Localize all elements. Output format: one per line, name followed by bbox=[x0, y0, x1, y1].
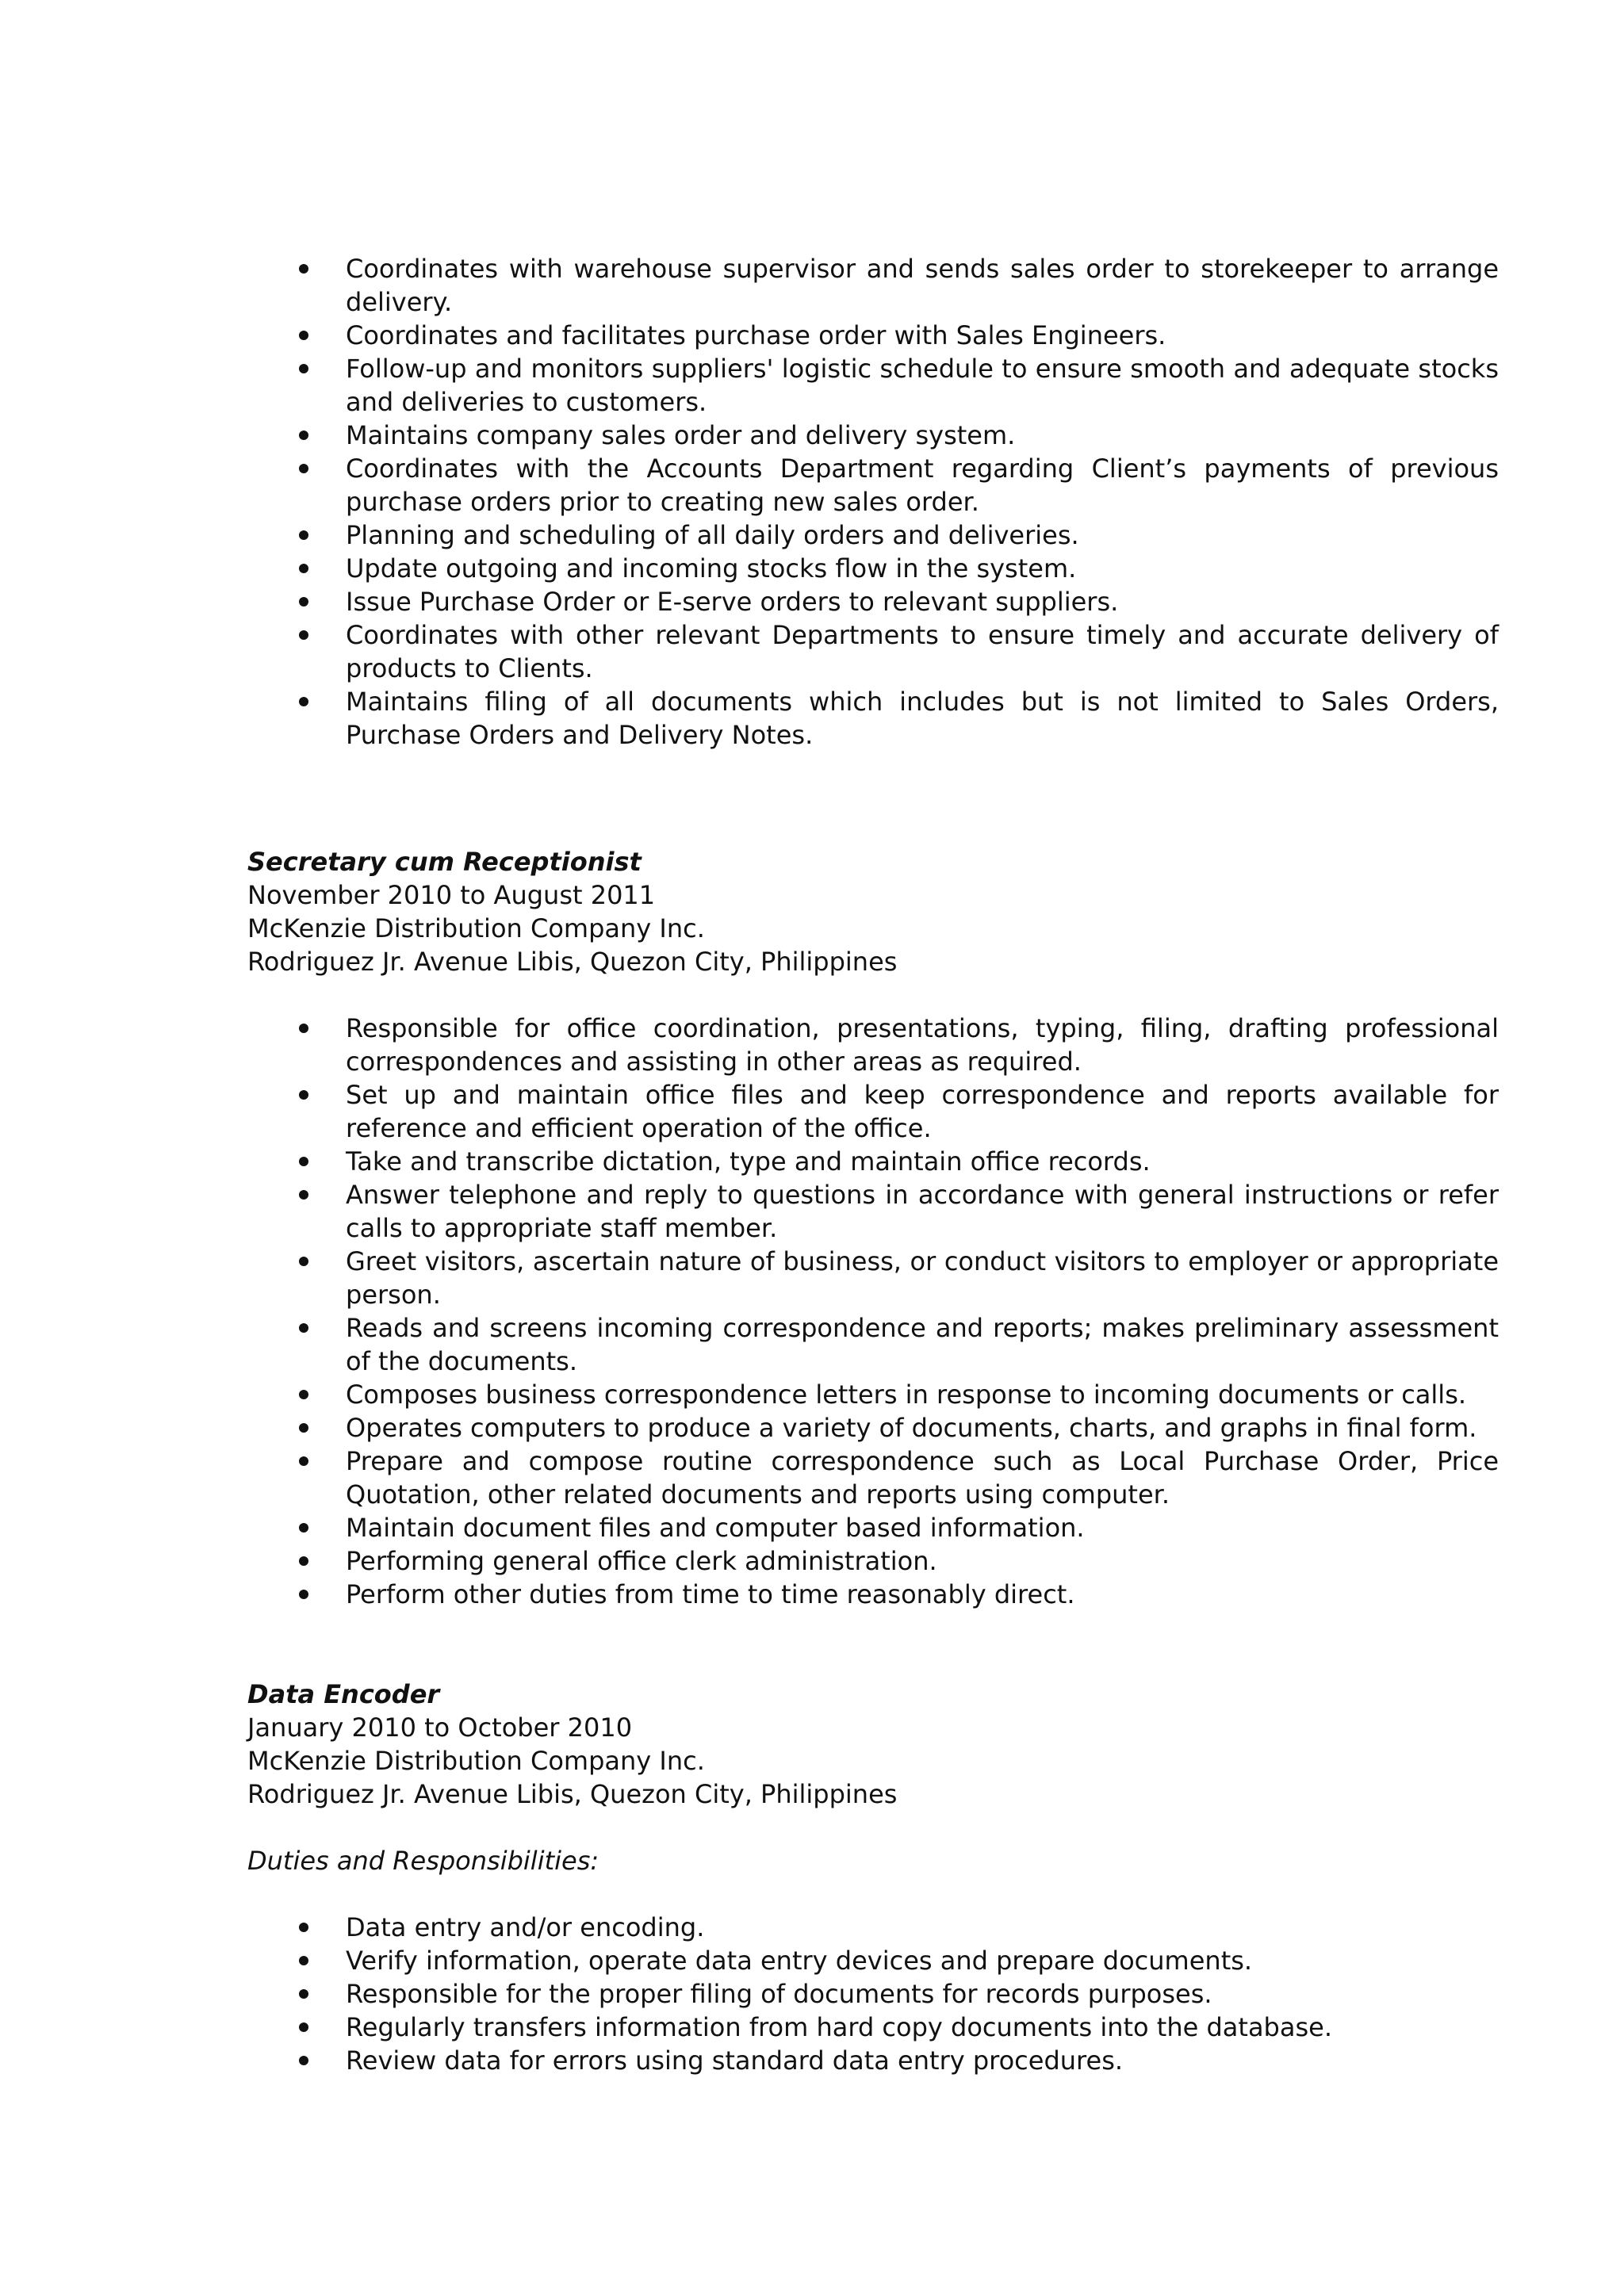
list-item: Regularly transfers information from hard copy documents into the database. bbox=[247, 2011, 1499, 2044]
resume-content bbox=[247, 252, 1499, 2077]
secretary-duties-list bbox=[247, 1012, 1499, 1611]
list-item: Issue Purchase Order or E-serve orders to relevant suppliers. bbox=[247, 585, 1499, 618]
job-address: Rodriguez Jr. Avenue Libis, Quezon City, Philippines bbox=[247, 947, 898, 977]
list-item: Set up and maintain office files and keep correspondence and reports available for reference and efficient operation of the office. bbox=[247, 1078, 1499, 1145]
spacer bbox=[247, 1611, 1499, 1678]
list-item: Data entry and/or encoding. bbox=[247, 1911, 1499, 1944]
list-item: Coordinates with other relevant Departments to ensure timely and accurate delivery of products to Clients. bbox=[247, 618, 1499, 685]
list-item: Responsible for office coordination, presentations, typing, filing, drafting professional correspondences and assisting in other areas as required. bbox=[247, 1012, 1499, 1078]
list-item: Planning and scheduling of all daily orders and deliveries. bbox=[247, 519, 1499, 552]
list-item: Update outgoing and incoming stocks flow in the system. bbox=[247, 552, 1499, 585]
list-item: Verify information, operate data entry devices and prepare documents. bbox=[247, 1944, 1499, 1977]
list-item: Review data for errors using standard data entry procedures. bbox=[247, 2044, 1499, 2077]
list-item: Maintain document files and computer based information. bbox=[247, 1511, 1499, 1544]
spacer bbox=[247, 1811, 1499, 1844]
previous-job-duties-list bbox=[247, 252, 1499, 752]
job-company: McKenzie Distribution Company Inc. bbox=[247, 1746, 705, 1776]
list-item: Coordinates with warehouse supervisor and sends sales order to storekeeper to arrange delivery. bbox=[247, 252, 1499, 319]
list-item: Take and transcribe dictation, type and maintain office records. bbox=[247, 1145, 1499, 1178]
job-encoder-header bbox=[247, 1678, 1499, 1811]
list-item: Responsible for the proper filing of documents for records purposes. bbox=[247, 1977, 1499, 2011]
encoder-duties-list bbox=[247, 1911, 1499, 2077]
list-item: Greet visitors, ascertain nature of business, or conduct visitors to employer or appropriate person. bbox=[247, 1245, 1499, 1311]
job-title: Data Encoder bbox=[247, 1679, 440, 1709]
list-item: Coordinates and facilitates purchase order with Sales Engineers. bbox=[247, 319, 1499, 352]
list-item: Composes business correspondence letters in response to incoming documents or calls. bbox=[247, 1378, 1499, 1411]
list-item: Prepare and compose routine correspondence such as Local Purchase Order, Price Quotation, other related documents and reports using computer. bbox=[247, 1445, 1499, 1511]
job-address: Rodriguez Jr. Avenue Libis, Quezon City, Philippines bbox=[247, 1779, 898, 1809]
spacer bbox=[247, 1877, 1499, 1911]
duties-heading: Duties and Responsibilities: bbox=[247, 1846, 599, 1876]
job-period: January 2010 to October 2010 bbox=[247, 1712, 633, 1743]
job-period: November 2010 to August 2011 bbox=[247, 880, 656, 910]
spacer bbox=[247, 752, 1499, 845]
job-title: Secretary cum Receptionist bbox=[247, 847, 642, 877]
list-item: Reads and screens incoming correspondence and reports; makes preliminary assessment of the documents. bbox=[247, 1311, 1499, 1378]
list-item: Maintains filing of all documents which includes but is not limited to Sales Orders, Purchase Orders and Delivery Notes. bbox=[247, 685, 1499, 752]
job-company: McKenzie Distribution Company Inc. bbox=[247, 913, 705, 943]
list-item: Maintains company sales order and delivery system. bbox=[247, 419, 1499, 452]
list-item: Coordinates with the Accounts Department regarding Client’s payments of previous purchase orders prior to creating new sales order. bbox=[247, 452, 1499, 519]
spacer bbox=[247, 978, 1499, 1012]
list-item: Perform other duties from time to time reasonably direct. bbox=[247, 1578, 1499, 1611]
list-item: Performing general office clerk administration. bbox=[247, 1544, 1499, 1578]
list-item: Operates computers to produce a variety of documents, charts, and graphs in final form. bbox=[247, 1411, 1499, 1445]
list-item: Follow-up and monitors suppliers' logistic schedule to ensure smooth and adequate stocks and deliveries to customers. bbox=[247, 352, 1499, 419]
job-secretary-header bbox=[247, 845, 1499, 978]
list-item: Answer telephone and reply to questions in accordance with general instructions or refer calls to appropriate staff member. bbox=[247, 1178, 1499, 1245]
